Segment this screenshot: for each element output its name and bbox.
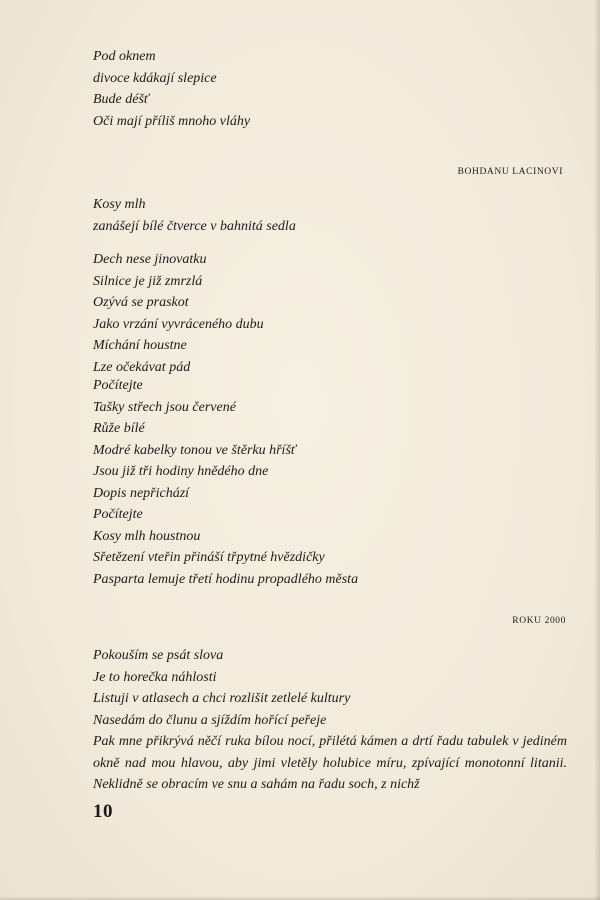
poem-stanza-5 [93,645,573,731]
dedication-roku-2000: ROKU 2000 [512,616,566,626]
verse-line: Růže bílé [93,421,145,436]
verse-line: Dopis nepřichází [93,485,190,501]
verse-line: Dech nese jinovatku [93,252,207,267]
verse-line: Silnice je již zmrzlá [93,273,203,289]
page-edge-shadow-bottom [0,896,600,900]
verse-line: Lze očekávat pád [93,359,191,375]
poem-stanza-2 [93,194,573,237]
verse-line: Pasparta lemuje třetí hodinu propadlého města [93,571,359,587]
verse-line: Oči mají příliš mnoho vláhy [93,113,251,129]
verse-line: Kosy mlh houstnou [93,528,201,544]
verse-line: Modré kabelky tonou ve štěrku hříšť [93,442,296,458]
poem-stanza-3 [93,249,573,378]
verse-line: Jsou již tři hodiny hnědého dne [93,464,269,479]
verse-line: Listuji v atlasech a chci rozlišit zetlelé kultury [93,691,351,706]
verse-line: divoce kdákají slepice [93,70,217,86]
verse-line: Pokouším se psát slova [93,648,224,663]
verse-line: zanášejí bílé čtverce v bahnitá sedla [93,218,296,234]
verse-line: Ozývá se praskot [93,295,189,310]
verse-line: Počítejte [93,507,143,522]
verse-line: Sřetězení vteřin přináší třpytné hvězdičky [93,550,325,565]
page-edge-shadow [594,0,600,900]
poem-stanza-4 [93,375,573,590]
verse-line: Počítejte [93,378,143,393]
verse-line: Jako vrzání vyvráceného dubu [93,316,264,332]
verse-line: Míchání houstne [93,338,187,353]
verse-line: Bude déšť [93,92,150,107]
verse-line: Kosy mlh [93,197,146,212]
verse-line: Nasedám do člunu a sjíždím hořící peřeje [93,712,327,728]
poem-stanza-1 [93,46,573,132]
verse-line: Tašky střech jsou červené [93,399,236,415]
prose-paragraph: Pak mne přikrývá něčí ruka bílou nocí, přilétá kámen a drtí řadu tabulek v jediném okně nad mou hlavou, aby jimi vletěly holubice míru, zpívající monotonní litanii. Neklidně se obracím ve snu a sahám na řadu soch, z nichž [93,734,567,792]
verse-line: Pod oknem [93,49,156,64]
verse-line: Je to horečka náhlosti [93,669,217,685]
page-number: 10 [93,801,113,822]
dedication-bohdanu-lacinovi: BOHDANU LACINOVI [457,167,563,177]
